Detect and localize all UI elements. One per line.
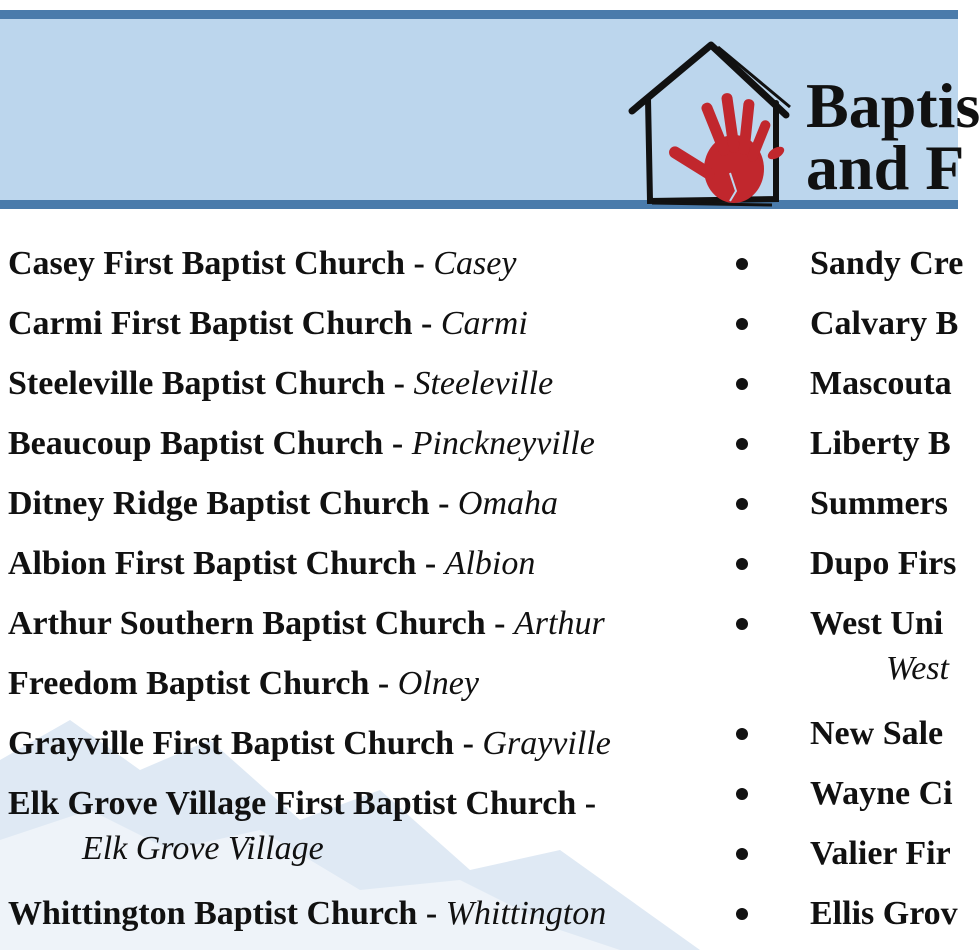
list-item (728, 824, 958, 884)
bullet-icon (736, 728, 748, 740)
page-title-line2: and F (806, 132, 965, 203)
list-item (728, 354, 958, 414)
church-name: West Uni (810, 605, 944, 642)
church-name: Casey First Baptist Church (8, 245, 405, 282)
church-town: Casey (433, 245, 517, 282)
header-banner (0, 10, 980, 209)
page-title-line1: Baptis (806, 70, 980, 141)
separator: - (576, 785, 597, 822)
list-item (8, 774, 698, 824)
bullet-icon (736, 618, 748, 630)
bullet-icon (736, 788, 748, 800)
church-town: Whittington (445, 895, 607, 932)
church-name: Grayville First Baptist Church (8, 725, 455, 762)
church-name: Arthur Southern Baptist Church (8, 605, 486, 642)
list-item (8, 294, 698, 354)
separator: - (385, 365, 414, 402)
list-item (728, 414, 958, 474)
separator: - (417, 895, 446, 932)
church-name: Carmi First Baptist Church (8, 305, 413, 342)
church-town: Albion (444, 545, 536, 582)
bullet-icon (736, 258, 748, 270)
church-town: Omaha (457, 485, 559, 522)
list-item (8, 534, 698, 594)
list-item (728, 474, 958, 534)
right-church-list (728, 234, 964, 944)
separator: - (405, 245, 434, 282)
bullet-icon (736, 318, 748, 330)
list-item (728, 704, 958, 764)
separator: - (454, 725, 483, 762)
separator: - (383, 425, 412, 462)
church-name: Ditney Ridge Baptist Church (8, 485, 430, 522)
page-title (806, 70, 980, 203)
separator: - (429, 485, 458, 522)
church-town: Olney (397, 665, 479, 702)
separator: - (369, 665, 398, 702)
list-item (728, 884, 958, 944)
church-name: Whittington Baptist Church (8, 895, 418, 932)
list-item (728, 534, 958, 594)
church-name: Albion First Baptist Church (8, 545, 417, 582)
church-town: Grayville (482, 725, 611, 762)
separator: - (412, 305, 441, 342)
church-town: Carmi (440, 305, 528, 342)
separator: - (485, 605, 514, 642)
bullet-icon (736, 498, 748, 510)
bullet-icon (736, 908, 748, 920)
church-name: Liberty B (810, 425, 951, 462)
church-town: Elk Grove Village (82, 830, 324, 867)
house-handprint-logo-icon (626, 41, 796, 213)
church-name: Elk Grove Village First Baptist Church (8, 785, 577, 822)
church-town: Arthur (514, 605, 605, 642)
church-name: Summers (810, 485, 948, 522)
church-name: Calvary B (810, 305, 959, 342)
church-name: New Sale (810, 715, 944, 752)
list-item (8, 354, 698, 414)
list-item (8, 414, 698, 474)
list-item (8, 474, 698, 534)
church-name: Steeleville Baptist Church (8, 365, 386, 402)
list-item (728, 234, 964, 294)
church-name: Wayne Ci (810, 775, 953, 812)
church-name: Mascouta (810, 365, 952, 402)
list-item (8, 234, 698, 294)
left-church-list (8, 234, 698, 944)
church-town: Pinckneyville (411, 425, 595, 462)
list-item (728, 764, 958, 824)
church-name: Valier Fir (810, 835, 951, 872)
bullet-icon (736, 558, 748, 570)
list-item (728, 594, 958, 644)
church-town: West (886, 650, 949, 687)
church-name: Sandy Cre (810, 245, 964, 282)
list-item (8, 714, 698, 774)
church-name: Beaucoup Baptist Church (8, 425, 384, 462)
list-item (728, 294, 958, 354)
bullet-icon (736, 438, 748, 450)
list-item (8, 594, 698, 654)
church-name: Dupo Firs (810, 545, 957, 582)
bullet-icon (736, 848, 748, 860)
separator: - (416, 545, 445, 582)
list-item (8, 884, 698, 944)
list-item (8, 654, 698, 714)
church-name: Ellis Grov (810, 895, 958, 932)
church-name: Freedom Baptist Church (8, 665, 370, 702)
church-town: Steeleville (413, 365, 554, 402)
bullet-icon (736, 378, 748, 390)
